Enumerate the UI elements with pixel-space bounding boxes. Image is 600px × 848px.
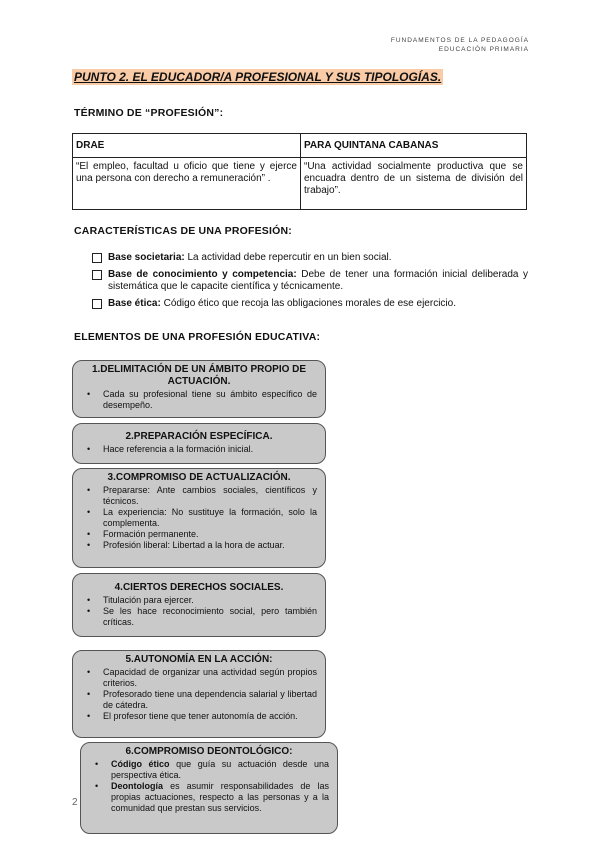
card-bullet: • El profesor tiene que tener autonomía de acción. xyxy=(81,711,317,722)
bullet-text: que guía su actuación desde una perspectiva ética. xyxy=(111,759,330,780)
card-bullet: • Hace referencia a la formación inicial. xyxy=(81,444,317,455)
caracteristicas-list xyxy=(92,252,528,314)
card-bullet: • La experiencia: No sustituye la formación, solo la complementa. xyxy=(81,507,317,529)
header-subject: FUNDAMENTOS DE LA PEDAGOGÍA xyxy=(390,37,529,44)
caracteristicas-heading: CARACTERÍSTICAS DE UNA PROFESIÓN: xyxy=(74,225,292,237)
document-header xyxy=(391,36,529,54)
element-card-3 xyxy=(72,468,326,568)
card-bullet: • Se les hace reconocimiento social, pero también críticas. xyxy=(81,606,317,628)
card-bullet: • Formación permanente. xyxy=(81,529,317,540)
table-header-quintana: PARA QUINTANA CABANAS xyxy=(301,134,527,158)
card-bullet: • Profesión liberal: Libertad a la hora de actuar. xyxy=(81,540,317,551)
item-term: Base societaria: xyxy=(108,252,185,263)
card-bullet: • Capacidad de organizar una actividad según propios criterios. xyxy=(81,667,317,689)
list-item xyxy=(92,269,528,294)
checkbox-icon xyxy=(92,270,102,280)
card-bullet xyxy=(89,759,329,781)
item-term: Base de conocimiento y competencia: xyxy=(108,268,297,280)
list-item xyxy=(92,298,528,311)
table-row xyxy=(73,158,527,210)
card-bullet xyxy=(89,781,329,814)
table-cell-quintana: “Una actividad socialmente productiva que se encuadra dentro de un sistema de división del trabajo”. xyxy=(301,158,527,210)
table-cell-drae: “El empleo, facultad u oficio que tiene y ejerce una persona con derecho a remuneración” . xyxy=(73,158,301,210)
elementos-heading: ELEMENTOS DE UNA PROFESIÓN EDUCATIVA: xyxy=(74,331,321,343)
bullet-text: es asumir responsabilidades de las propias actuaciones, respecto a las personas y a la comunidad que prestan sus servicios. xyxy=(111,781,329,813)
table-header-drae: DRAE xyxy=(73,134,301,158)
item-text: Debe de tener una formación inicial deliberada y sistemática que le capacite científica y técnicamente. xyxy=(108,268,529,292)
page-number: 2 xyxy=(72,797,78,808)
element-card-5 xyxy=(72,650,326,738)
item-text: Código ético que recoja las obligaciones morales de ese ejercicio. xyxy=(160,297,456,309)
bullet-term: Deontología xyxy=(111,781,163,791)
table-header-row xyxy=(73,134,527,158)
checkbox-icon xyxy=(92,253,102,263)
item-text: La actividad debe repercutir en un bien social. xyxy=(184,252,392,263)
card-title: 3.COMPROMISO DE ACTUALIZACIÓN. xyxy=(107,472,291,483)
bullet-term: Código ético xyxy=(111,759,170,769)
card-bullet: • Cada su profesional tiene su ámbito específico de desempeño. xyxy=(81,389,317,411)
card-bullet: • Profesorado tiene una dependencia salarial y libertad de cátedra. xyxy=(81,689,317,711)
card-bullet: • Titulación para ejercer. xyxy=(81,595,317,606)
element-card-4 xyxy=(72,573,326,637)
list-item xyxy=(92,252,528,265)
card-title: 6.COMPROMISO DEONTOLÓGICO: xyxy=(125,746,293,757)
card-title: 1.DELIMITACIÓN DE UN ÁMBITO PROPIO DE ACTUACIÓN. xyxy=(91,364,307,387)
card-title: 5.AUTONOMÍA EN LA ACCIÓN: xyxy=(125,654,273,665)
definitions-table xyxy=(72,133,527,210)
card-title: 2.PREPARACIÓN ESPECÍFICA. xyxy=(125,431,273,442)
header-course: EDUCACIÓN PRIMARIA xyxy=(438,46,529,53)
element-card-2 xyxy=(72,423,326,464)
element-card-6 xyxy=(80,742,338,834)
element-card-1 xyxy=(72,360,326,418)
termino-heading: TÉRMINO DE “PROFESIÓN”: xyxy=(74,107,224,119)
section-title: PUNTO 2. EL EDUCADOR/A PROFESIONAL Y SUS TIPOLOGÍAS. xyxy=(74,70,442,84)
checkbox-icon xyxy=(92,299,102,309)
card-title: 4.CIERTOS DERECHOS SOCIALES. xyxy=(114,582,284,593)
card-bullet: • Prepararse: Ante cambios sociales, científicos y técnicos. xyxy=(81,485,317,507)
item-term: Base ética: xyxy=(108,297,161,309)
